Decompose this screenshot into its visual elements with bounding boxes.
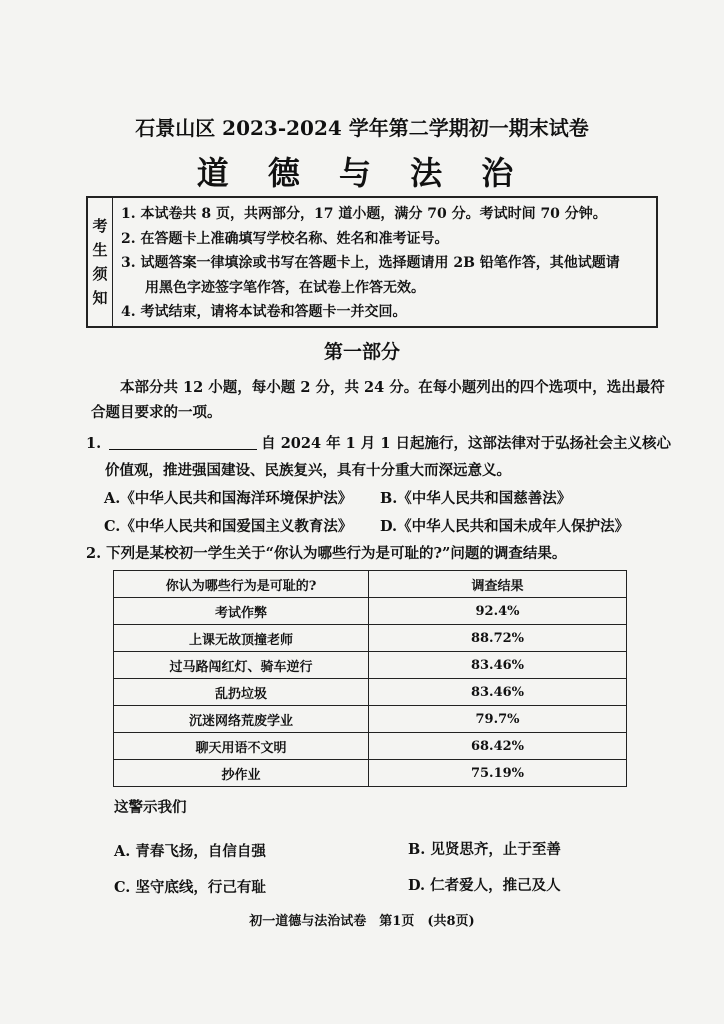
label-char: 须 — [92, 265, 108, 283]
q1-option-d: D.《中华人民共和国未成年人保护法》 — [380, 518, 630, 535]
notice-item: 3. 试题答案一律填涂或书写在答题卡上，选择题请用 2B 铅笔作答，其他试题请 — [121, 255, 620, 271]
header-cell: 你认为哪些行为是可耻的? — [114, 571, 369, 598]
label-char: 生 — [92, 241, 108, 259]
table-row — [114, 733, 627, 760]
q1-option-a: A.《中华人民共和国海洋环境保护法》 — [104, 490, 353, 507]
table-header — [114, 571, 627, 598]
q2-option-c: C. 坚守底线，行己有耻 — [114, 879, 266, 896]
behavior-cell: 沉迷网络荒废学业 — [114, 706, 369, 733]
q1-option-b: B.《中华人民共和国慈善法》 — [380, 490, 572, 507]
table-row — [114, 679, 627, 706]
notice-box — [86, 196, 658, 328]
answer-blank — [109, 449, 257, 450]
result-cell: 75.19% — [369, 760, 627, 787]
header-cell: 调查结果 — [369, 571, 627, 598]
part-intro: 本部分共 12 小题，每小题 2 分，共 24 分。在每小题列出的四个选项中，选出最符 — [120, 379, 665, 396]
table-row — [114, 598, 627, 625]
q1-stem-cont: 价值观，推进强国建设、民族复兴，具有十分重大而深远意义。 — [105, 462, 511, 479]
result-cell: 88.72% — [369, 625, 627, 652]
label-char: 知 — [92, 289, 108, 307]
notice-item: 用黑色字迹签字笔作答，在试卷上作答无效。 — [145, 279, 425, 296]
part-intro-cont: 合题目要求的一项。 — [91, 404, 222, 421]
result-cell: 92.4% — [369, 598, 627, 625]
result-cell: 68.42% — [369, 733, 627, 760]
q1-option-c: C.《中华人民共和国爱国主义教育法》 — [104, 518, 353, 535]
result-cell: 83.46% — [369, 652, 627, 679]
survey-table — [113, 570, 627, 787]
table-row — [114, 706, 627, 733]
q2-option-d: D. 仁者爱人，推己及人 — [408, 877, 561, 894]
table-row — [114, 760, 627, 787]
result-cell: 79.7% — [369, 706, 627, 733]
notice-item: 2. 在答题卡上准确填写学校名称、姓名和准考证号。 — [121, 230, 449, 247]
q2-option-a: A. 青春飞扬，自信自强 — [114, 843, 266, 860]
table-row — [114, 652, 627, 679]
q2-option-b: B. 见贤思齐，止于至善 — [408, 841, 561, 858]
notice-label — [88, 198, 113, 326]
table-row — [114, 625, 627, 652]
subject-title: 道 德 与 法 治 — [196, 154, 528, 192]
exam-title: 石景山区 2023-2024 学年第二学期初一期末试卷 — [135, 116, 589, 140]
behavior-cell: 乱扔垃圾 — [114, 679, 369, 706]
q1-text: 自 2024 年 1 月 1 日起施行，这部法律对于弘扬社会主义核心 — [261, 435, 671, 452]
behavior-cell: 过马路闯红灯、骑车逆行 — [114, 652, 369, 679]
q2-stem: 2. 下列是某校初一学生关于“你认为哪些行为是可耻的?”问题的调查结果。 — [86, 545, 567, 562]
notice-item: 4. 考试结束，请将本试卷和答题卡一并交回。 — [121, 304, 407, 320]
part-title: 第一部分 — [323, 341, 400, 363]
q1-stem — [86, 432, 671, 453]
label-char: 考 — [92, 217, 108, 235]
q1-number: 1. — [86, 435, 102, 452]
page-footer: 初一道德与法治试卷 第1页 (共8页) — [249, 914, 475, 929]
behavior-cell: 聊天用语不文明 — [114, 733, 369, 760]
behavior-cell: 考试作弊 — [114, 598, 369, 625]
result-cell: 83.46% — [369, 679, 627, 706]
behavior-cell: 抄作业 — [114, 760, 369, 787]
notice-items — [113, 198, 656, 326]
q2-prompt: 这警示我们 — [114, 799, 187, 816]
behavior-cell: 上课无故顶撞老师 — [114, 625, 369, 652]
notice-item: 1. 本试卷共 8 页，共两部分，17 道小题，满分 70 分。考试时间 70 分钟。 — [121, 206, 607, 222]
